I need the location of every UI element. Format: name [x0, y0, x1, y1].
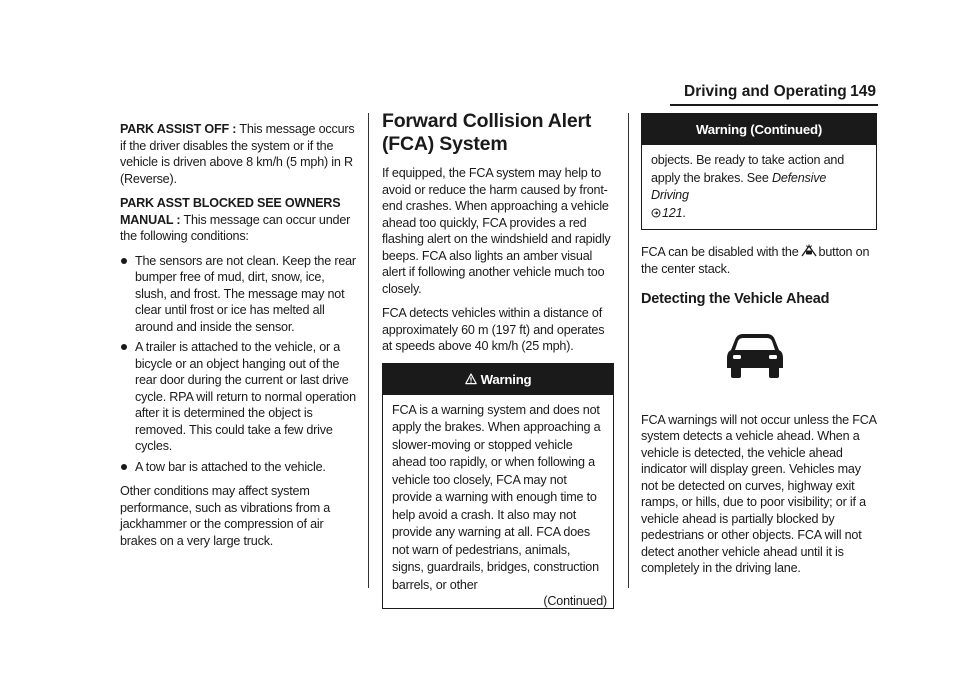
list-item: A trailer is attached to the vehicle, or a bicycle or an object hanging out of the rear door during the current or last drive cycle. RPA will return to normal operation after it is determined the object is removed. This could take a few drive cycles. [120, 339, 356, 455]
warning-triangle-icon [465, 373, 477, 385]
defensive-driving-link[interactable]: Defensive Driving [651, 170, 827, 202]
fca-disable-text-b: button on the center stack. [641, 245, 870, 276]
page-reference-icon [651, 208, 661, 218]
warning-continued-text: objects. Be ready to take action and apply the brakes. See [651, 153, 845, 185]
warning-box [382, 363, 614, 610]
conditions-list [120, 253, 356, 476]
park-asst-blocked-paragraph [120, 195, 356, 245]
detecting-vehicle-heading: Detecting the Vehicle Ahead [641, 291, 830, 307]
page-reference-number[interactable]: 121 [662, 205, 683, 220]
warning-title-bar [383, 364, 613, 395]
header-rule [670, 104, 878, 106]
column-3 [641, 113, 877, 585]
vehicle-ahead-illustration [641, 332, 877, 394]
list-item: A tow bar is attached to the vehicle. [120, 459, 356, 476]
warning-continued-title: Warning (Continued) [642, 114, 876, 145]
warning-title: Warning [480, 371, 532, 387]
continued-label: (Continued) [543, 594, 607, 608]
column-2 [382, 110, 614, 609]
warning-continued-body [642, 145, 876, 229]
detecting-vehicle-paragraph: FCA warnings will not occur unless the FCA system detects a vehicle ahead. When a vehicle is detected, the vehicle ahead indicator will display green. Vehicles may not be detected on curves, highway exit ramps, or hills, due to poor visibility; or if a vehicle ahead is partially blocked by pedestrians or other objects. FCA will not detect another vehicle ahead until it is completely in the driving lane. [641, 412, 877, 575]
fca-heading: Forward Collision Alert (FCA) System [382, 110, 592, 155]
column-divider-1 [368, 113, 369, 588]
page-number: 149 [850, 83, 876, 100]
park-asst-blocked-text: This message can occur under the following conditions: [120, 212, 351, 243]
park-asst-blocked-label: PARK ASST BLOCKED SEE OWNERS MANUAL : [120, 196, 341, 227]
park-assist-off-paragraph [120, 121, 356, 187]
page-header [670, 83, 878, 105]
column-divider-2 [628, 113, 629, 588]
list-item: The sensors are not clean. Keep the rear bumper free of mud, dirt, snow, ice, slush, and frost. The message may not clear until frost or ice has melted all around and inside the sensor. [120, 253, 356, 336]
park-assist-off-text: This message occurs if the driver disables the system or if the vehicle is driven above 8 km/h (5 mph) in R (Reverse). [120, 122, 355, 186]
fca-disable-paragraph [641, 244, 877, 277]
warning-period: . [682, 205, 686, 220]
vehicle-ahead-indicator-icon [725, 332, 785, 380]
warning-box-continued [641, 113, 877, 230]
column-1 [120, 121, 356, 557]
fca-intro-paragraph: If equipped, the FCA system may help to avoid or reduce the harm caused by front-end crashes. When approaching a vehicle ahead too quickly, FCA provides a red flashing alert on the windshield and rapidly beeps. FCA also lights an amber visual alert if following another vehicle much too closely. [382, 166, 611, 296]
fca-disable-text-a: FCA can be disabled with the [641, 245, 799, 259]
fca-button-icon [800, 244, 818, 258]
fca-detects-paragraph: FCA detects vehicles within a distance of approximately 60 m (197 ft) and operates at speeds above 40 km/h (25 mph). [382, 306, 605, 353]
section-title: Driving and Operating [684, 83, 847, 100]
other-conditions-paragraph: Other conditions may affect system performance, such as vibrations from a jackhammer or the compression of air brakes on a very large truck. [120, 484, 331, 548]
warning-body: FCA is a warning system and does not apply the brakes. When approaching a slower-moving or stopped vehicle ahead too rapidly, or when following a vehicle too closely, FCA may not provide a warning with enough time to help avoid a crash. It also may not provide any warning at all. FCA does not warn of pedestrians, animals, signs, guardrails, bridges, construction barrels, or other [392, 402, 601, 592]
park-assist-off-label: PARK ASSIST OFF : [120, 122, 237, 136]
